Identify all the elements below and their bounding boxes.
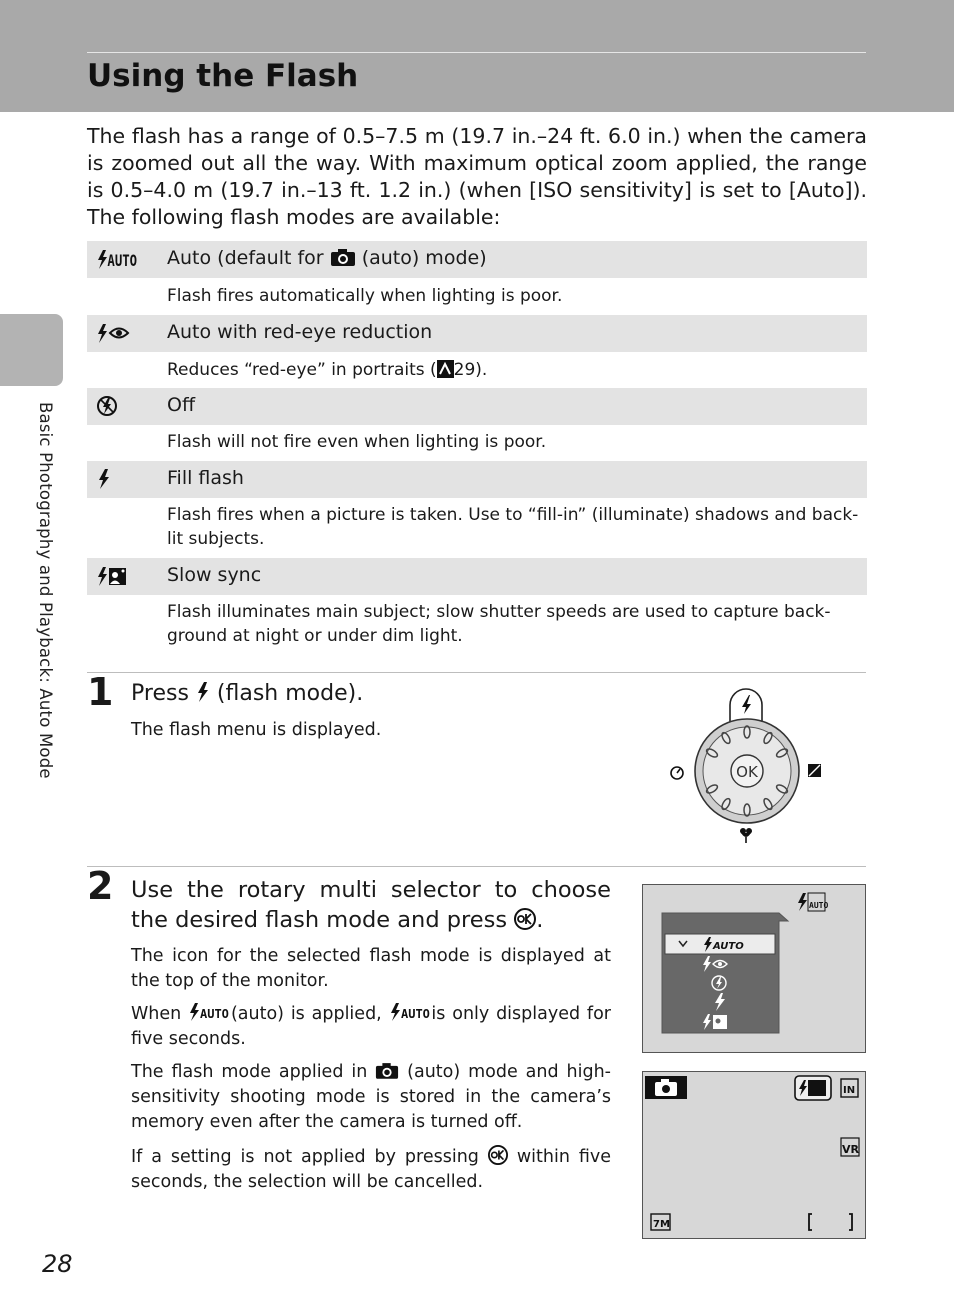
step2-rule [87,866,866,867]
mode-desc-redeye [167,358,862,382]
step1-rule [87,672,866,673]
memory-label: IN [843,1085,856,1096]
mode-name-slow: Slow sync [167,564,262,586]
svg-text:AUTO: AUTO [107,252,138,271]
step2-para2-c: is only displayed for five seconds. [131,1004,611,1049]
step1-title [131,681,363,706]
step1-desc: The flash menu is displayed. [131,720,382,740]
mode-desc-fill: Flash fires when a picture is taken. Use to “fill-in” (illuminate) shadows and back-lit subjects. [167,505,859,549]
vr-label: VR [842,1143,859,1156]
step2-para4-b: within five seconds, the selection will be cancelled. [131,1147,611,1192]
ok-label: OK [736,763,758,781]
mode-row-auto [87,241,867,278]
monitor-flash-menu [642,884,866,1053]
step2-title: Use the rotary multi selector to choose the desired flash mode and press . [131,877,611,933]
step2-para4-a: If a setting is not applied by pressing [131,1147,479,1167]
mode-row-off [87,388,867,425]
mode-row-slow [87,558,867,595]
step2-title-text: Use the rotary multi selector to choose the desired flash mode and press [131,877,611,933]
step1-title-b: (flash mode). [216,681,364,706]
flash-fill-icon [96,468,112,490]
step1-title-a: Press [131,681,189,706]
mode-name-auto [167,247,487,269]
svg-text:AUTO: AUTO [200,1007,230,1021]
mode-row-redeye [87,315,867,352]
mode-name-fill: Fill flash [167,467,244,489]
mode-name-off: Off [167,394,196,416]
page-title: Using the Flash [87,58,359,94]
self-timer-icon [671,767,683,779]
step2-para3 [131,1060,611,1135]
mode-row-fill [87,461,867,498]
camera-icon [375,1061,399,1080]
flash-slow-sync-icon [96,565,130,587]
svg-text:AUTO: AUTO [400,1007,430,1021]
step2-para1: The icon for the selected flash mode is displayed at the top of the monitor. [131,946,611,991]
exposure-count-brackets [809,1214,852,1230]
step2-para2-a: When [131,1004,182,1024]
step2-para3-a: The flash mode applied in [131,1062,368,1082]
step2-para2 [131,1002,611,1052]
menu-auto-label: AUTO [713,941,744,952]
step2-para3-b: (auto) mode and high-sensitivity shooting mode is stored in the camera’s memory even after the camera is turned off. [131,1062,611,1132]
mode-desc-redeye-b: 29). [453,360,488,380]
mode-desc-off: Flash will not fire even when lighting is poor. [167,432,547,452]
mode-desc-slow: Flash illuminates main subject; slow shutter speeds are used to capture back-ground at night or under dim light. [167,602,831,646]
flash-auto-icon [389,1002,430,1022]
camera-icon [330,247,356,267]
chapter-label: Basic Photography and Playback: Auto Mode [36,402,55,779]
exposure-comp-icon [808,764,821,777]
flash-auto-icon [188,1002,230,1022]
page-header-band [0,0,954,112]
corner-flash-auto-icon [798,893,828,911]
ok-icon [514,908,536,930]
monitor-shooting-display [642,1071,866,1239]
flash-icon [196,681,210,703]
mode-desc-redeye-a: Reduces “red-eye” in portraits ( [167,360,437,380]
flash-auto-icon [96,248,138,271]
corner-auto-label: AUTO [809,901,829,910]
step2-para2-b: (auto) is applied, [230,1004,382,1024]
intro-paragraph: The flash has a range of 0.5–7.5 m (19.7 in.–24 ft. 6.0 in.) when the camera is zoomed out all the way. With maximum optical zoom applied, the range is 0.5–4.0 m (19.7 in.–13 ft. 1.2 in.) (when [ISO sensitivity] is set to [Auto]). The following flash modes are available: [87,124,867,229]
macro-icon [740,828,752,843]
flash-off-icon [96,395,120,417]
mode-name-auto-a: Auto (default for [167,247,324,269]
ok-icon [488,1145,508,1165]
mode-name-redeye: Auto with red-eye reduction [167,321,433,343]
image-size-icon [651,1214,670,1230]
step2-para4 [131,1145,611,1195]
mode-name-auto-b: (auto) mode) [361,247,487,269]
vibration-reduction-icon [841,1138,860,1156]
rotary-selector-diagram [660,685,830,850]
page-reference-icon [437,360,454,378]
page-number: 28 [42,1250,73,1278]
header-rule [87,52,866,53]
step2-number: 2 [87,864,114,908]
chapter-tab [0,314,63,386]
size-label: 7M [653,1219,670,1230]
internal-memory-icon [841,1079,858,1097]
mode-desc-auto: Flash fires automatically when lighting is poor. [167,286,563,306]
step1-number: 1 [87,670,114,714]
flash-redeye-icon [96,322,132,344]
